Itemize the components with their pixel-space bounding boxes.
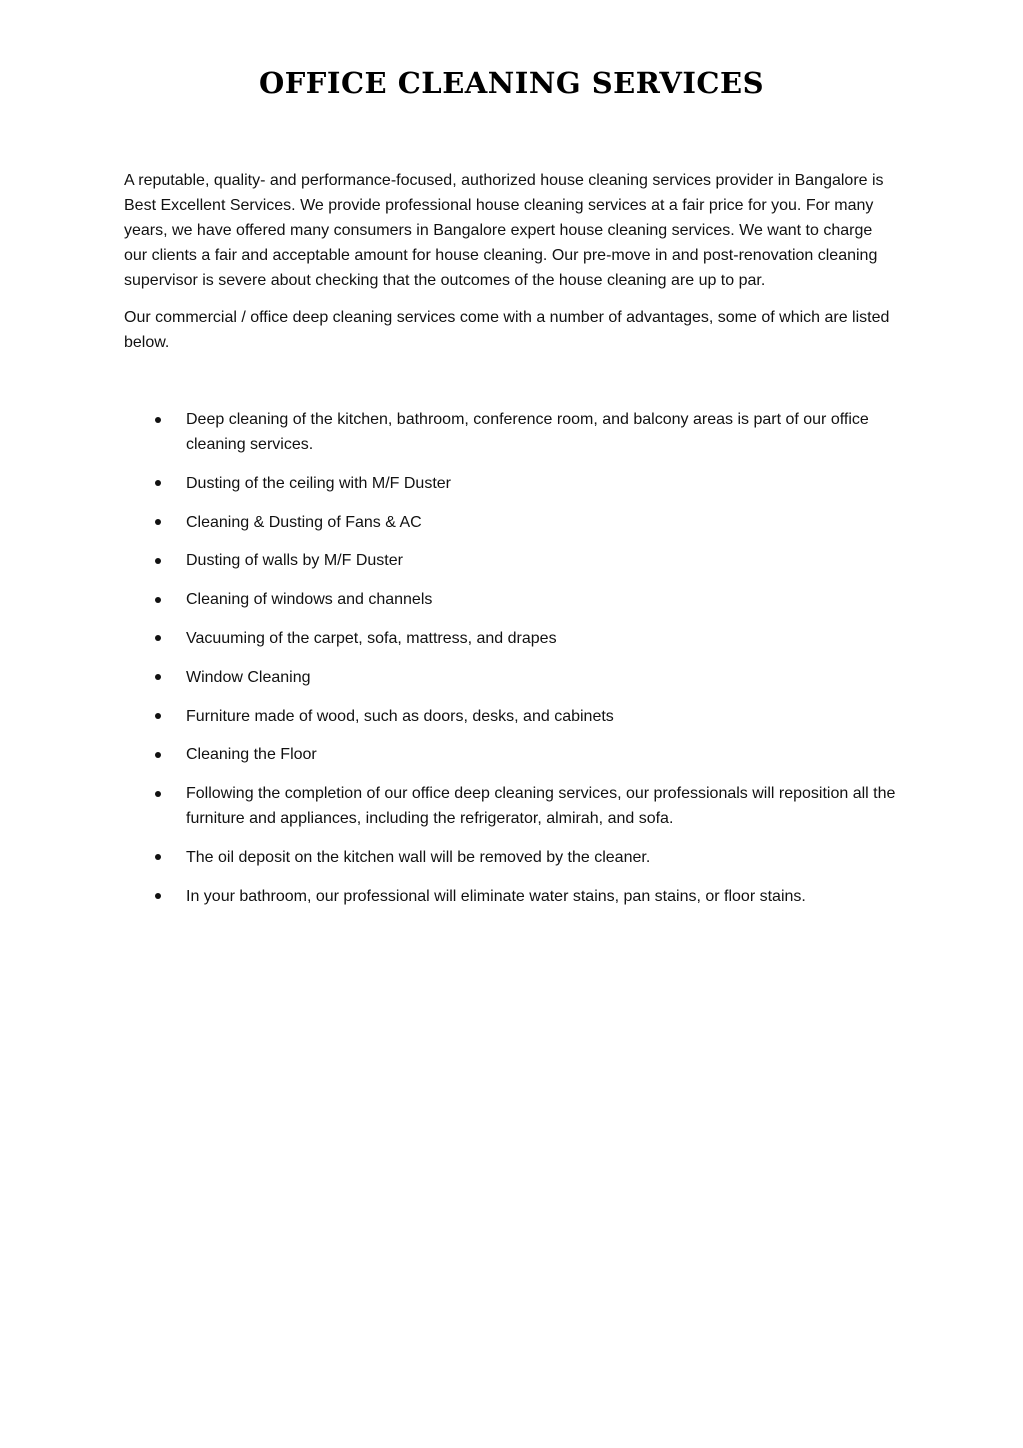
list-item xyxy=(124,510,899,535)
list-item-text: Cleaning the Floor xyxy=(186,746,317,764)
bullet-icon xyxy=(155,597,161,603)
list-item xyxy=(124,845,899,870)
list-item-text: In your bathroom, our professional will eliminate water stains, pan stains, or floor stains. xyxy=(186,887,806,905)
list-item-text: Furniture made of wood, such as doors, desks, and cabinets xyxy=(186,707,614,725)
list-item-text: Deep cleaning of the kitchen, bathroom, conference room, and balcony areas is part of our office cleaning services. xyxy=(186,411,869,453)
list-item-text: Vacuuming of the carpet, sofa, mattress, and drapes xyxy=(186,629,557,647)
bullet-icon xyxy=(155,558,161,564)
list-item xyxy=(124,626,899,651)
list-item xyxy=(124,781,899,831)
list-item-text: The oil deposit on the kitchen wall will be removed by the cleaner. xyxy=(186,848,651,866)
list-item-text: Window Cleaning xyxy=(186,668,311,686)
bullet-icon xyxy=(155,752,161,758)
intro-paragraph: A reputable, quality- and performance-focused, authorized house cleaning services provider in Bangalore is Best Excellent Services. We provide professional house cleaning services at a fair price for you. For many years, we have offered many consumers in Bangalore expert house cleaning services. We want to charge our clients a fair and acceptable amount for house cleaning. Our pre-move in and post-renovation cleaning supervisor is severe about checking that the outcomes of the house cleaning are up to par. xyxy=(124,172,884,289)
bullet-icon xyxy=(155,480,161,486)
list-item xyxy=(124,704,899,729)
page-title: OFFICE CLEANING SERVICES xyxy=(258,66,765,100)
list-item xyxy=(124,665,899,690)
services-list xyxy=(124,407,899,909)
list-item-text: Following the completion of our office deep cleaning services, our professionals will reposition all the furniture and appliances, including the refrigerator, almirah, and sofa. xyxy=(186,785,896,828)
list-item xyxy=(124,587,899,612)
list-item-text: Dusting of the ceiling with M/F Duster xyxy=(186,474,451,492)
list-item-text: Dusting of walls by M/F Duster xyxy=(186,552,403,570)
list-item xyxy=(124,471,899,496)
list-item xyxy=(124,742,899,767)
list-item xyxy=(124,548,899,573)
list-item-text: Cleaning of windows and channels xyxy=(186,591,433,609)
bullet-icon xyxy=(155,635,161,641)
bullet-icon xyxy=(155,854,161,860)
bullet-icon xyxy=(155,417,161,423)
bullet-icon xyxy=(155,791,161,797)
list-item-text: Cleaning & Dusting of Fans & AC xyxy=(186,513,422,531)
advantages-paragraph: Our commercial / office deep cleaning services come with a number of advantages, some of which are listed below. xyxy=(124,309,890,351)
bullet-icon xyxy=(155,519,161,525)
list-item xyxy=(124,884,899,909)
list-item xyxy=(124,407,899,457)
bullet-icon xyxy=(155,674,161,680)
bullet-icon xyxy=(155,893,161,899)
bullet-icon xyxy=(155,713,161,719)
document-body xyxy=(124,168,899,923)
